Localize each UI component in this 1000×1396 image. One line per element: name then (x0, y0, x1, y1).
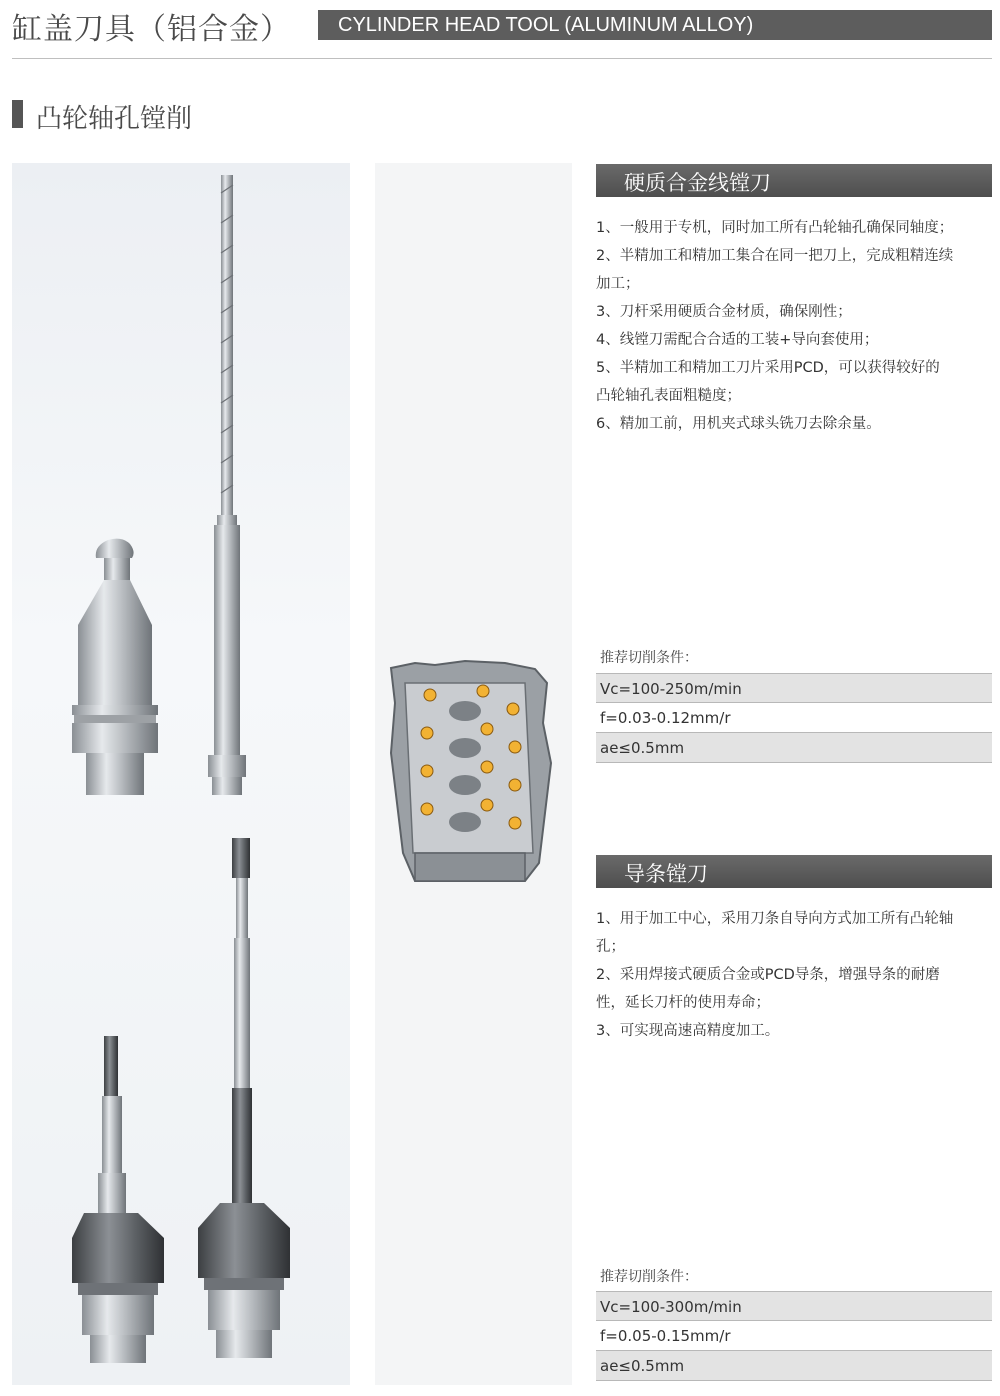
feature-line: 4、线镗刀需配合合适的工装+导向套使用； (596, 332, 879, 348)
cylinder-head-image (375, 163, 572, 1385)
cutting-row: ae≤0.5mm (596, 733, 992, 763)
cutting-row: Vc=100-250m/min (596, 673, 992, 703)
page-title-cn: 缸盖刀具（铝合金） (12, 12, 291, 47)
guide-pad-boring-bar-long-image (198, 838, 290, 1358)
product-2-cutting-table (596, 1291, 992, 1381)
cutting-row: ae≤0.5mm (596, 1351, 992, 1381)
cutting-row: f=0.03-0.12mm/r (596, 703, 992, 733)
product-2-features (596, 905, 992, 1045)
ball-end-mill-image (72, 539, 158, 795)
feature-line: 加工； (596, 276, 640, 292)
product-1-features (596, 214, 992, 438)
feature-line: 3、刀杆采用硬质合金材质，确保刚性； (596, 304, 852, 320)
page-title-en: CYLINDER HEAD TOOL (ALUMINUM ALLOY) (338, 14, 754, 36)
guide-pad-boring-bar-short-image (72, 1036, 164, 1363)
section-title: 凸轮轴孔镗削 (36, 104, 193, 134)
feature-line: 1、用于加工中心，采用刀条自导向方式加工所有凸轮轴 (596, 911, 954, 927)
feature-line: 3、可实现高速高精度加工。 (596, 1023, 780, 1039)
cutting-row: Vc=100-300m/min (596, 1291, 992, 1321)
tool-illustrations (12, 163, 350, 1385)
tool-photo-panel (12, 163, 350, 1385)
feature-line: 2、半精加工和精加工集合在同一把刀上，完成粗精连续 (596, 248, 954, 264)
feature-line: 6、精加工前，用机夹式球头铣刀去除余量。 (596, 416, 881, 432)
feature-line: 凸轮轴孔表面粗糙度； (596, 388, 741, 404)
product-2-title: 导条镗刀 (624, 862, 708, 886)
product-2-cutting-label: 推荐切削条件： (600, 1269, 698, 1285)
product-1-cutting-label: 推荐切削条件： (600, 650, 698, 666)
header-divider (12, 58, 992, 59)
feature-line: 性，延长刀杆的使用寿命； (596, 995, 770, 1011)
product-1-title: 硬质合金线镗刀 (624, 171, 771, 195)
feature-line: 5、半精加工和精加工刀片采用PCD，可以获得较好的 (596, 360, 940, 376)
feature-line: 2、采用焊接式硬质合金或PCD导条，增强导条的耐磨 (596, 967, 940, 983)
section-marker (12, 100, 23, 128)
cylinder-head-panel (375, 163, 572, 1385)
product-1-cutting-table (596, 673, 992, 763)
feature-line: 孔； (596, 939, 625, 955)
line-boring-bar-image (208, 175, 246, 795)
cutting-row: f=0.05-0.15mm/r (596, 1321, 992, 1351)
feature-line: 1、一般用于专机，同时加工所有凸轮轴孔确保同轴度； (596, 220, 954, 236)
